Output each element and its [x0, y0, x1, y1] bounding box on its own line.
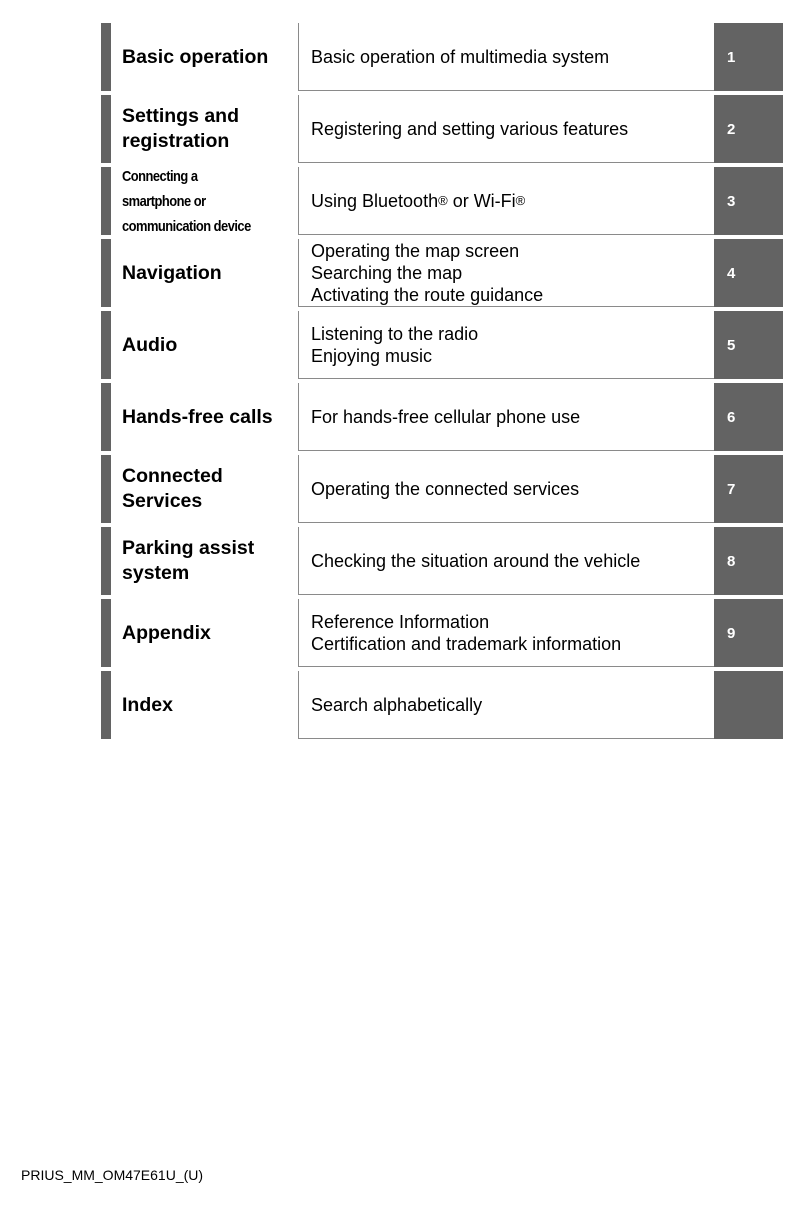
toc-row-hands-free-calls[interactable]: [101, 383, 783, 451]
chapter-tab[interactable]: 5: [714, 311, 783, 379]
section-title: Index: [122, 693, 173, 716]
description-text: or Wi-Fi: [447, 190, 516, 211]
section-description: Checking the situation around the vehicle: [298, 527, 714, 595]
toc-row-connecting-device[interactable]: [101, 167, 783, 235]
section-title: Appendix: [122, 621, 211, 644]
section-description: Registering and setting various features: [298, 95, 714, 163]
chapter-tab[interactable]: 6: [714, 383, 783, 451]
section-description: Reference Information Certification and trademark information: [298, 599, 714, 667]
chapter-tab[interactable]: 4: [714, 239, 783, 307]
toc-row-parking-assist[interactable]: [101, 527, 783, 595]
section-title: Settings and registration: [122, 105, 240, 152]
table-of-contents: [101, 23, 783, 743]
row-marker-bar: [101, 383, 111, 451]
chapter-tab[interactable]: 2: [714, 95, 783, 163]
chapter-tab[interactable]: 8: [714, 527, 783, 595]
row-marker-bar: [101, 167, 111, 235]
toc-row-basic-operation[interactable]: [101, 23, 783, 91]
section-title: Connecting a smartphone or communication device: [122, 167, 251, 235]
toc-row-navigation[interactable]: [101, 239, 783, 307]
row-marker-bar: [101, 599, 111, 667]
row-marker-bar: [101, 239, 111, 307]
section-description: Using Bluetooth ® or Wi-Fi ®: [298, 167, 714, 235]
section-description: Listening to the radio Enjoying music: [298, 311, 714, 379]
toc-row-appendix[interactable]: [101, 599, 783, 667]
description-text: Using Bluetooth: [311, 190, 439, 211]
section-description: Basic operation of multimedia system: [298, 23, 714, 91]
section-description: For hands-free cellular phone use: [298, 383, 714, 451]
section-title: Navigation: [122, 261, 222, 284]
toc-row-audio[interactable]: [101, 311, 783, 379]
row-marker-bar: [101, 455, 111, 523]
section-title: Connected Services: [122, 465, 223, 512]
document-code: PRIUS_MM_OM47E61U_(U): [21, 1167, 204, 1183]
toc-row-index[interactable]: [101, 671, 783, 739]
chapter-tab[interactable]: 1: [714, 23, 783, 91]
row-marker-bar: [101, 671, 111, 739]
row-marker-bar: [101, 527, 111, 595]
chapter-tab[interactable]: 3: [714, 167, 783, 235]
row-marker-bar: [101, 23, 111, 91]
chapter-tab[interactable]: [714, 671, 783, 739]
row-marker-bar: [101, 311, 111, 379]
chapter-tab[interactable]: 7: [714, 455, 783, 523]
section-description: Operating the map screen Searching the map Activating the route guidance: [298, 239, 714, 307]
toc-row-connected-services[interactable]: [101, 455, 783, 523]
chapter-tab[interactable]: 9: [714, 599, 783, 667]
row-marker-bar: [101, 95, 111, 163]
section-title: Audio: [122, 333, 178, 356]
section-title: Parking assist system: [122, 537, 255, 584]
section-description: Search alphabetically: [298, 671, 714, 739]
section-title: Basic operation: [122, 45, 269, 68]
toc-row-settings-registration[interactable]: [101, 95, 783, 163]
section-title: Hands-free calls: [122, 405, 273, 428]
section-description: Operating the connected services: [298, 455, 714, 523]
